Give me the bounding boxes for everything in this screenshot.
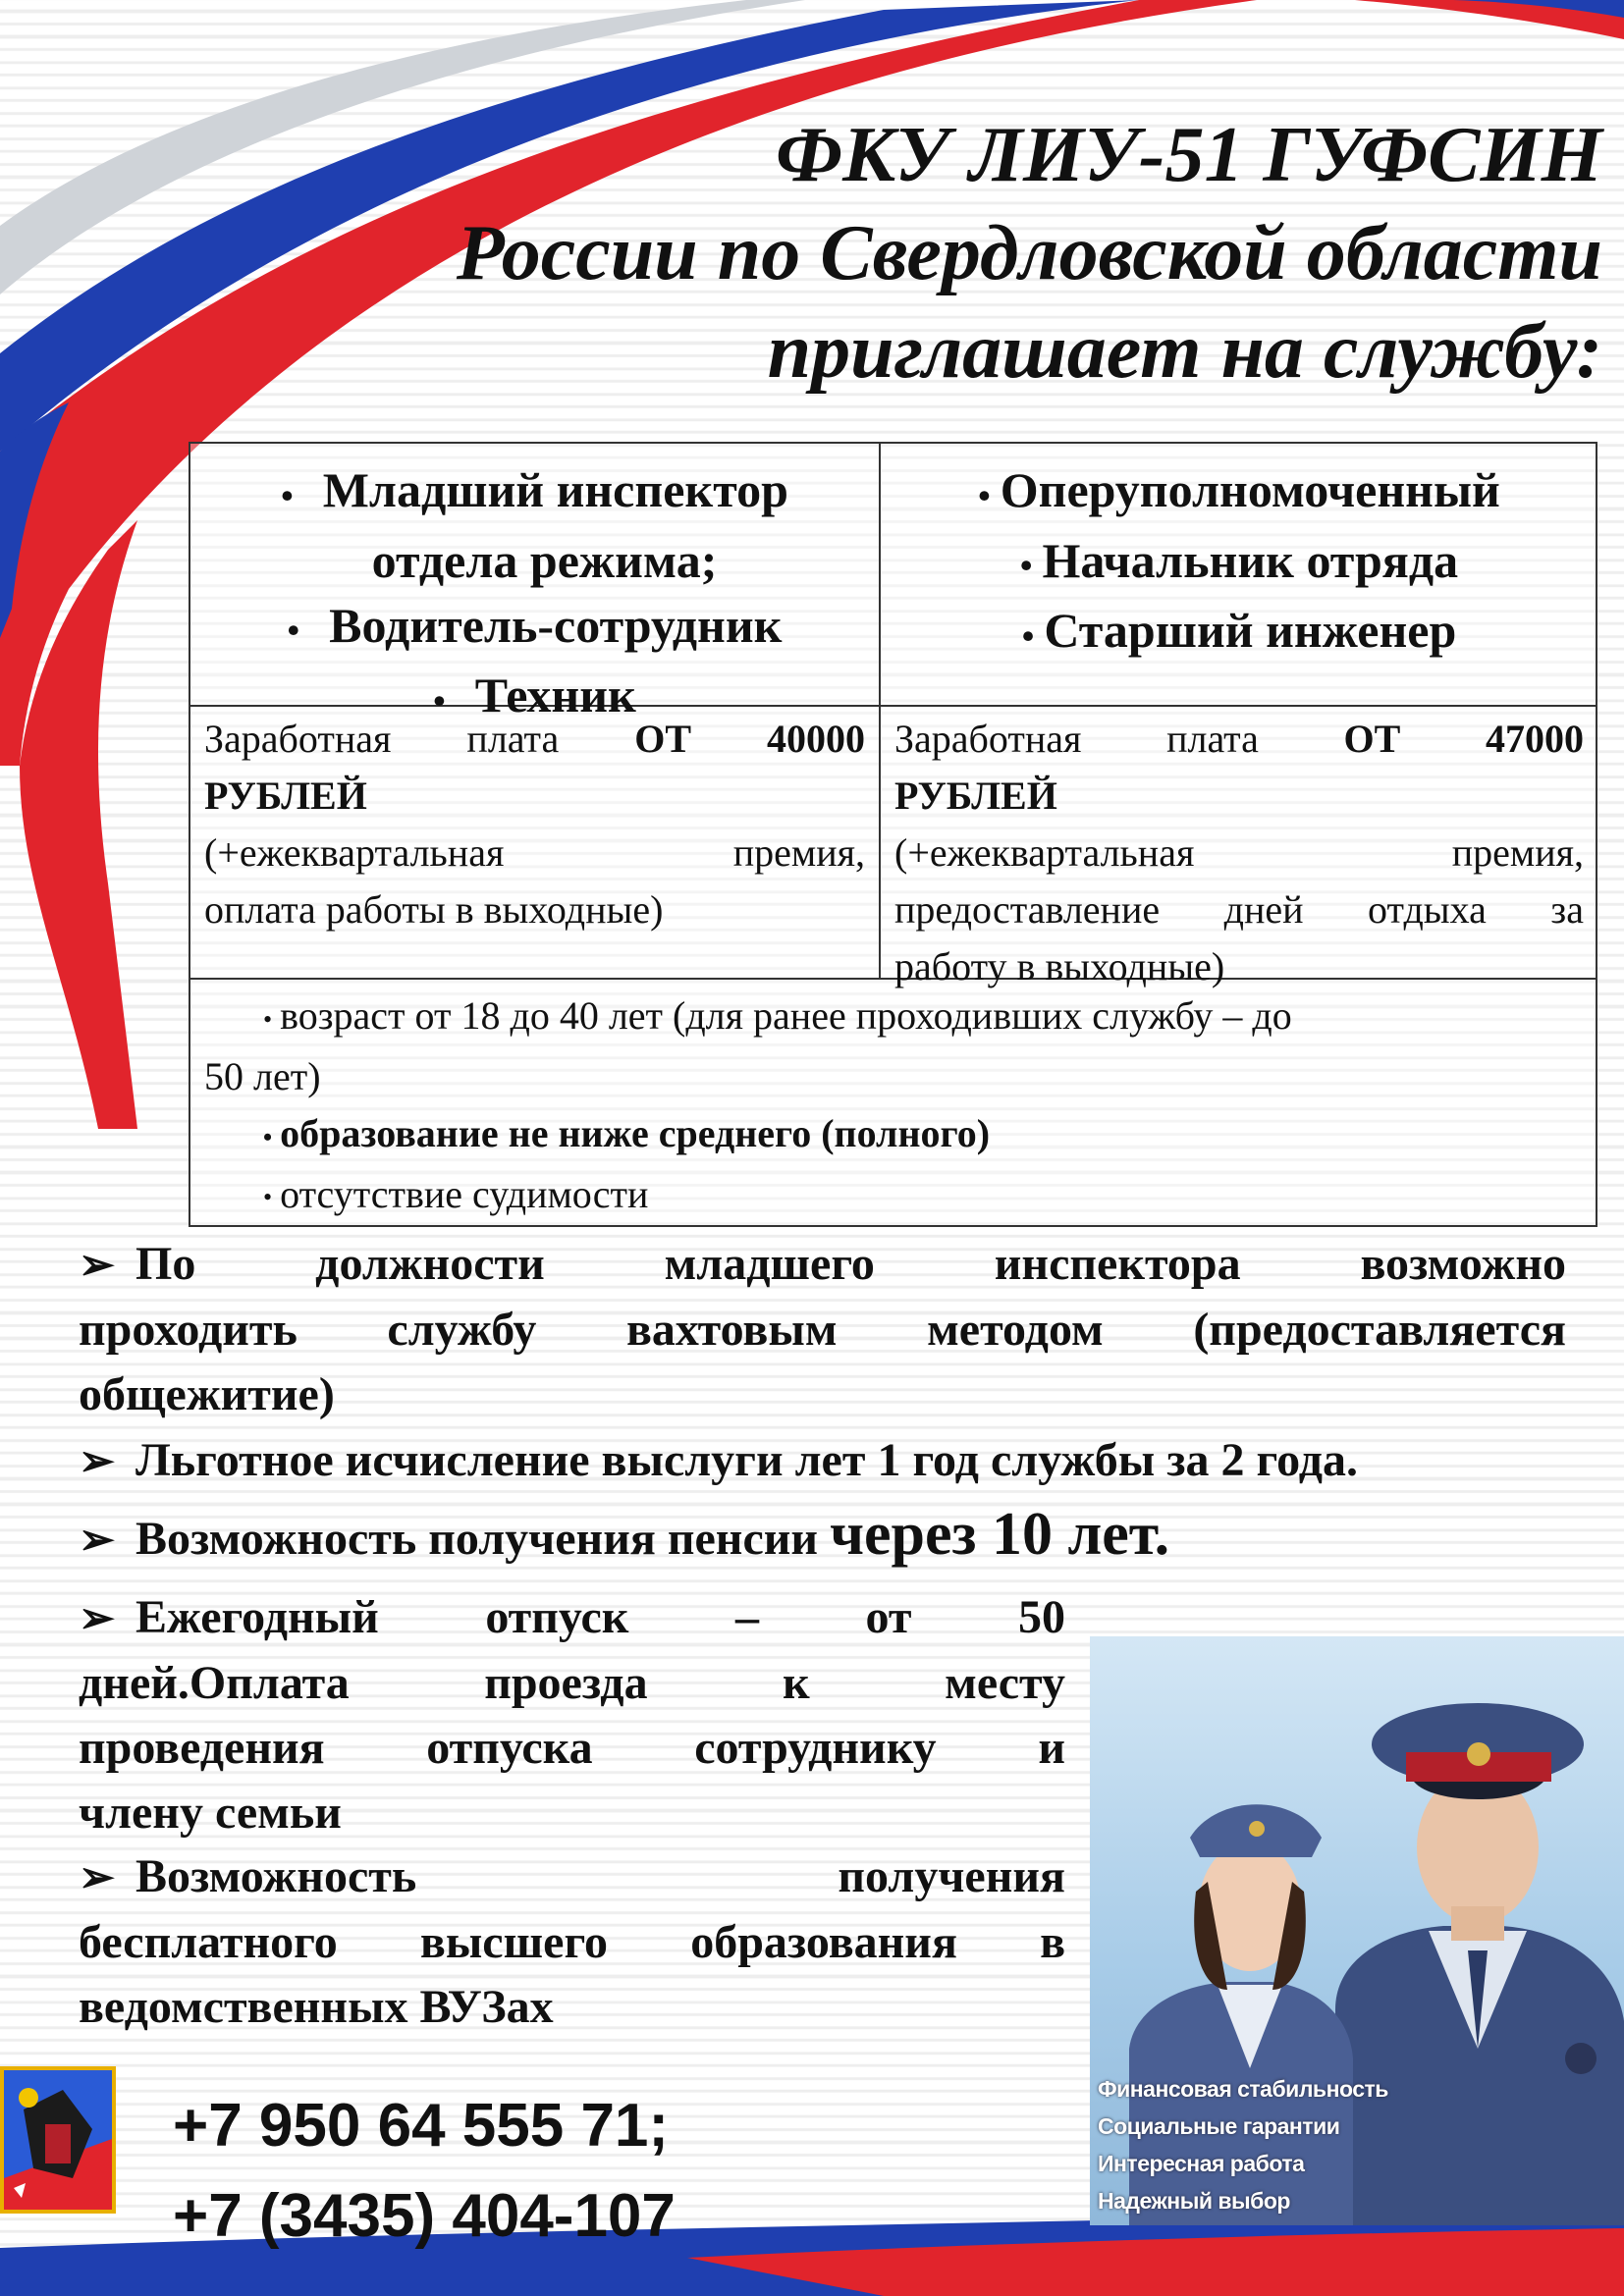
bullet-icon: • bbox=[281, 475, 294, 515]
phone-number: +7 950 64 555 71; bbox=[173, 2092, 670, 2160]
bullet-icon: • bbox=[263, 1004, 273, 1034]
emblem-logo bbox=[0, 2066, 116, 2214]
title-line-2: России по Свердловской области bbox=[456, 210, 1602, 296]
benefit-seniority: ➢ Льготное исчисление выслуги лет 1 год службы за 2 года. bbox=[79, 1428, 1566, 1494]
page-title bbox=[228, 106, 1602, 400]
bullet-icon: • bbox=[978, 475, 991, 515]
position-item-continued: отдела режима; bbox=[371, 532, 718, 588]
requirement-age-continued: 50 лет) bbox=[204, 1053, 321, 1098]
vacancy-table bbox=[189, 442, 1597, 1227]
requirements-cell bbox=[190, 980, 1597, 1227]
photo-slogans bbox=[1098, 2070, 1388, 2219]
positions-left-cell bbox=[190, 444, 881, 723]
title-line-1: ФКУ ЛИУ-51 ГУФСИН bbox=[776, 112, 1602, 198]
arrow-bullet-icon: ➢ bbox=[79, 1437, 115, 1485]
requirement-education: • образование не ниже среднего (полного) bbox=[263, 1110, 991, 1155]
officers-photo bbox=[1090, 1636, 1624, 2225]
bullet-icon: • bbox=[1019, 546, 1033, 586]
benefit-shift-work: ➢ По должности младшего инспектора возможно проходить службу вахтовым методом (предоставляется общежитие) bbox=[79, 1232, 1566, 1427]
position-item: • Младший инспектор bbox=[210, 457, 859, 528]
bullet-icon: • bbox=[263, 1183, 273, 1212]
arrow-bullet-icon: ➢ bbox=[79, 1594, 115, 1642]
salary-extra-line: (+ежеквартальная премия, bbox=[204, 830, 865, 875]
salary-unit: РУБЛЕЙ bbox=[894, 774, 1057, 818]
slogan-line: Интересная работа bbox=[1098, 2151, 1305, 2176]
salary-line: Заработная плата ОТ 47000 bbox=[894, 717, 1584, 761]
slogan-line: Надежный выбор bbox=[1098, 2188, 1290, 2214]
benefit-pension: ➢ Возможность получения пенсии через 10 лет. bbox=[79, 1502, 1566, 1573]
position-item: • Начальник отряда bbox=[891, 528, 1588, 599]
arrow-bullet-icon: ➢ bbox=[79, 1853, 115, 1901]
salary-left-cell bbox=[190, 707, 881, 980]
salary-right-cell bbox=[881, 707, 1597, 988]
position-item: • Оперуполномоченный bbox=[891, 457, 1588, 528]
slogan-line: Финансовая стабильность bbox=[1098, 2076, 1388, 2102]
emblem-icon bbox=[4, 2070, 112, 2210]
salary-extra-line: работу в выходные) bbox=[894, 944, 1225, 988]
arrow-bullet-icon: ➢ bbox=[79, 1516, 115, 1564]
benefit-vacation: ➢ Ежегодный отпуск – от 50 дней.Оплата проезда к месту проведения отпуска сотруднику и члену семьи bbox=[79, 1585, 1065, 1845]
salary-line: Заработная плата ОТ 40000 bbox=[204, 717, 865, 761]
phone-number: +7 (3435) 404-107 bbox=[173, 2182, 676, 2250]
position-item: • Старший инженер bbox=[891, 598, 1588, 668]
requirement-age: • возраст от 18 до 40 лет (для ранее проходивших службу – до bbox=[263, 993, 1292, 1038]
position-item: • Водитель-сотрудник bbox=[210, 593, 859, 664]
salary-extra-line: предоставление дней отдыха за bbox=[894, 887, 1584, 932]
title-line-3: приглашает на службу: bbox=[767, 308, 1602, 395]
arrow-bullet-icon: ➢ bbox=[79, 1241, 115, 1289]
contact-phones bbox=[173, 2081, 676, 2262]
bullet-icon: • bbox=[263, 1122, 273, 1151]
position-item: • Техник bbox=[210, 663, 859, 733]
slogan-line: Социальные гарантии bbox=[1098, 2113, 1340, 2139]
benefit-education: ➢ Возможность получения бесплатного высшего образования в ведомственных ВУЗах bbox=[79, 1844, 1065, 2040]
salary-extra-line: (+ежеквартальная премия, bbox=[894, 830, 1584, 875]
bullet-icon: • bbox=[1021, 615, 1035, 656]
salary-extra-line: оплата работы в выходные) bbox=[204, 887, 664, 932]
requirement-record: • отсутствие судимости bbox=[263, 1171, 649, 1216]
bullet-icon: • bbox=[433, 680, 446, 721]
positions-right-cell bbox=[881, 444, 1597, 707]
bullet-icon: • bbox=[287, 611, 300, 651]
salary-unit: РУБЛЕЙ bbox=[204, 774, 367, 818]
